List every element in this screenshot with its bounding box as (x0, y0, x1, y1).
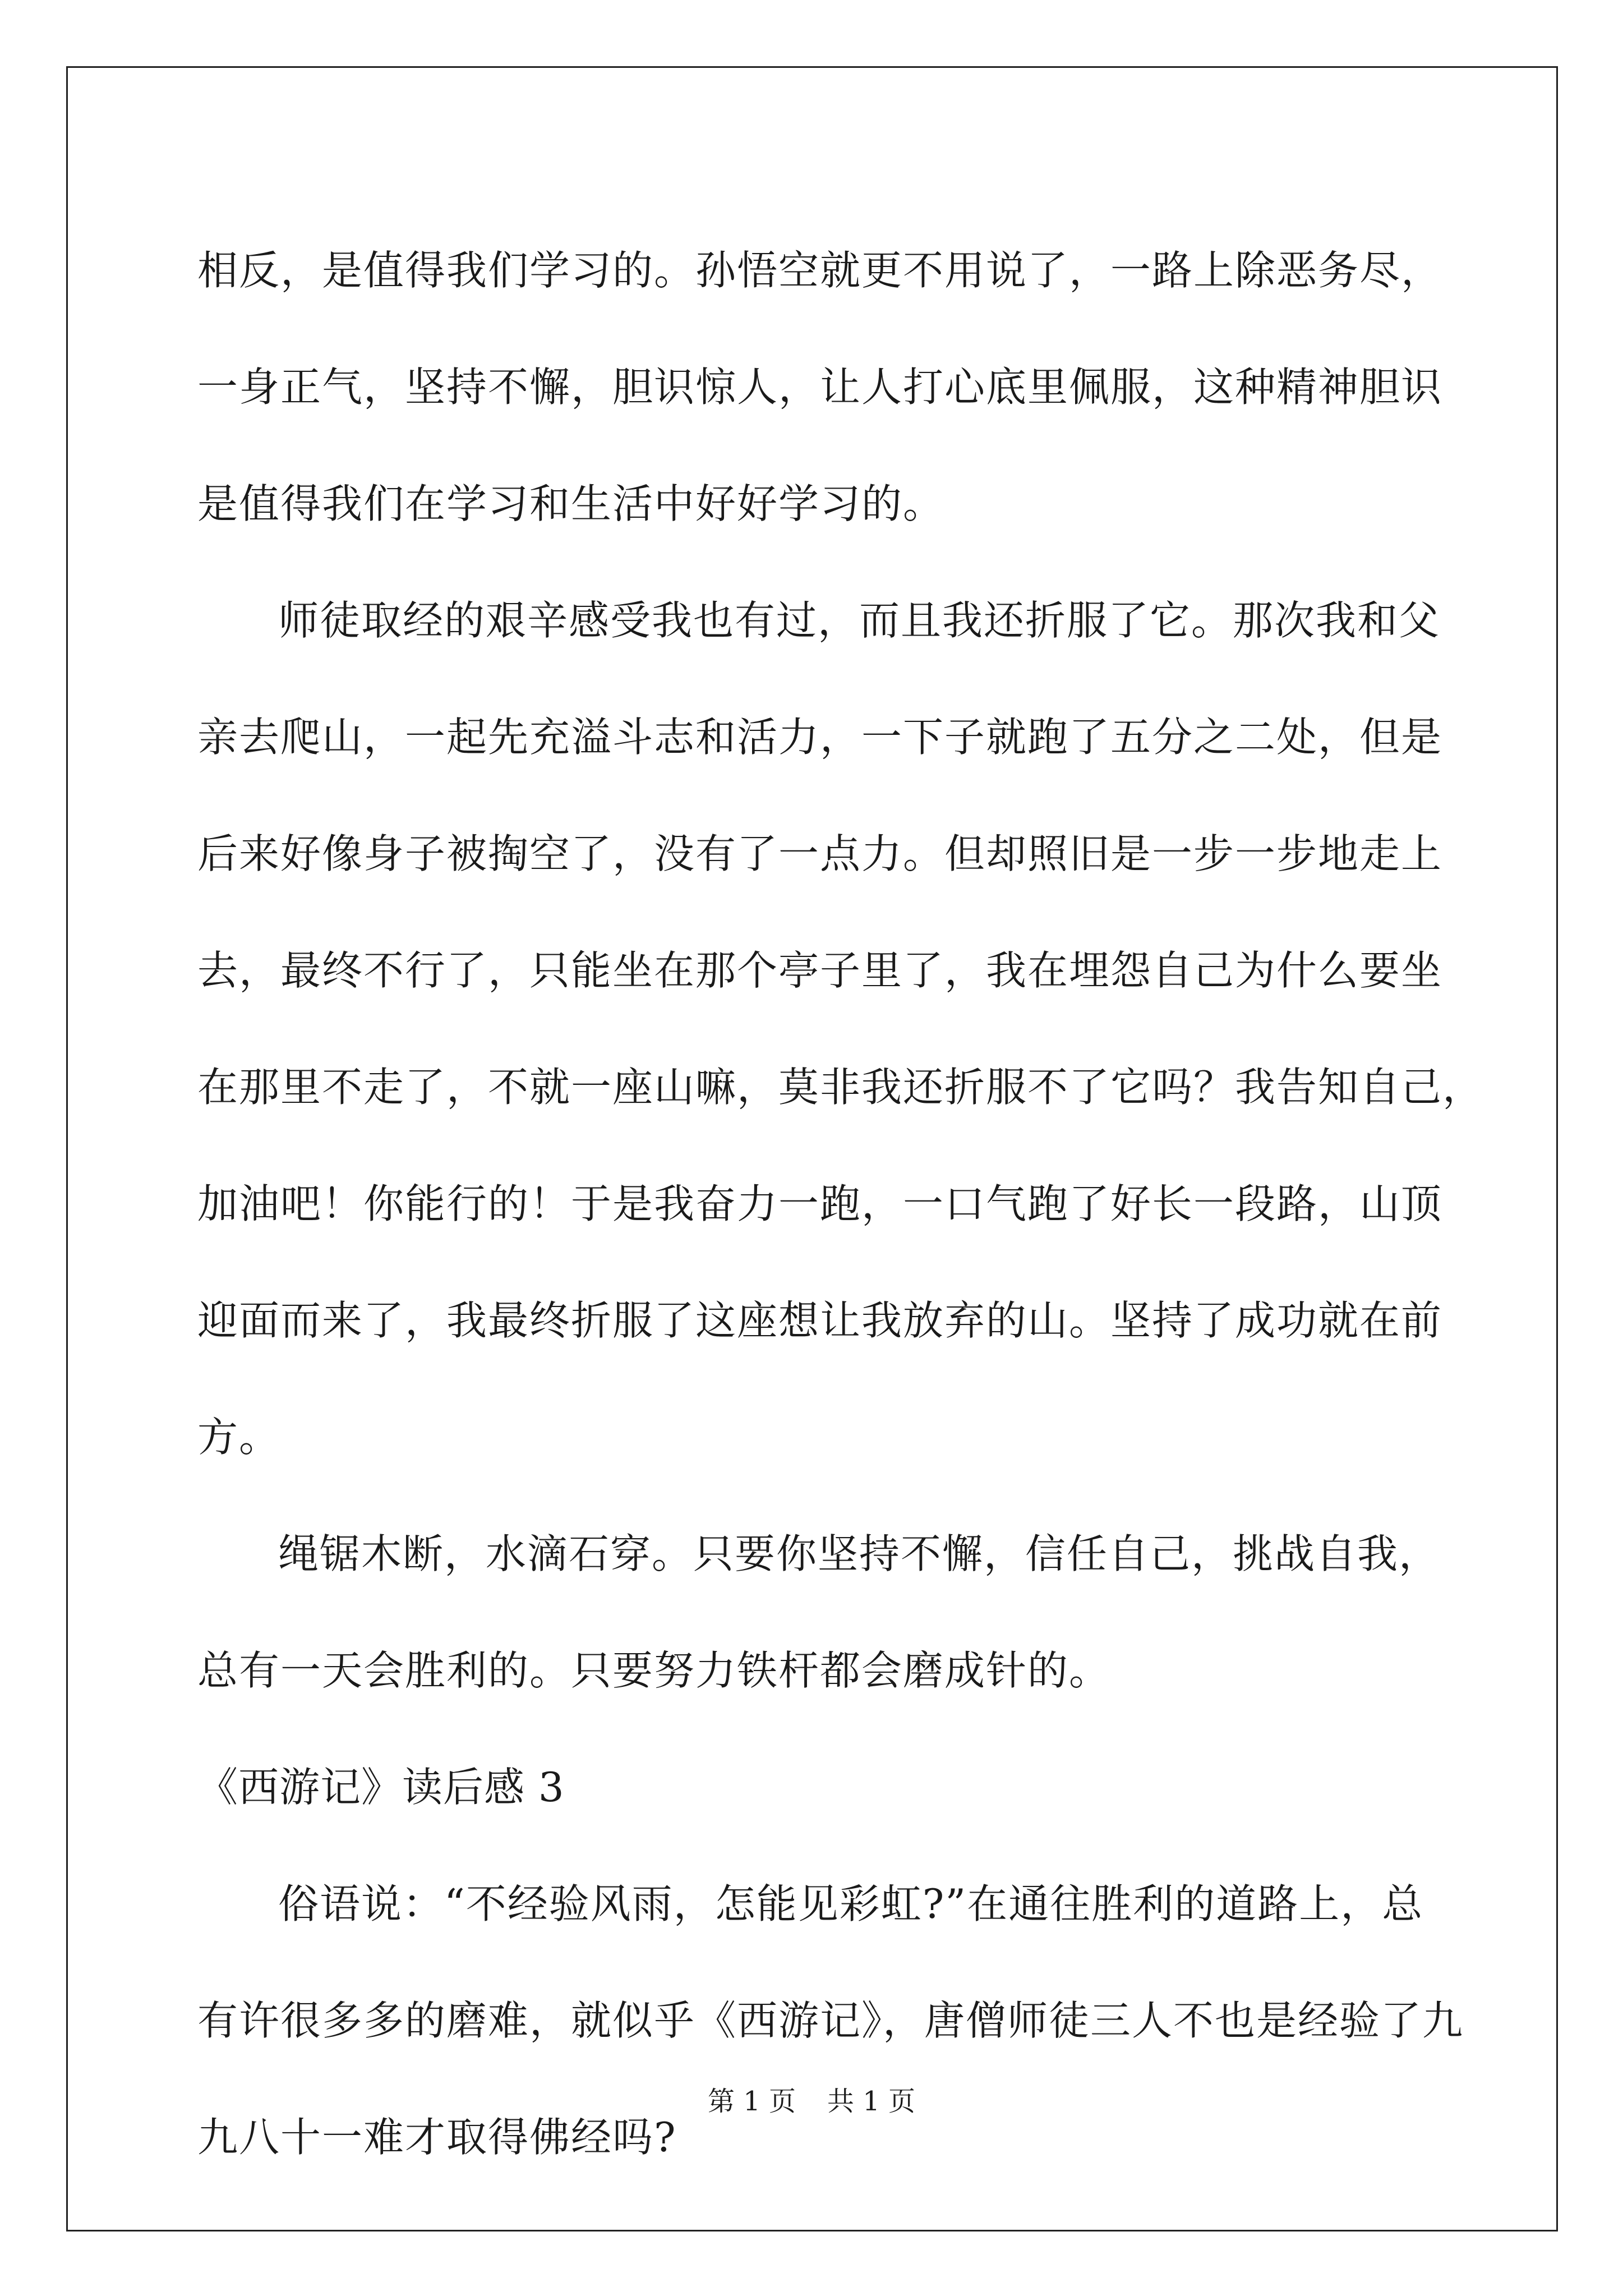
text-line: 去，最终不行了，只能坐在那个亭子里了，我在埋怨自己为什么要坐 (197, 947, 1443, 994)
text-line: 在那里不走了，不就一座山嘛，莫非我还折服不了它吗？我告知自己， (197, 1064, 1484, 1111)
text-line: 后来好像身子被掏空了，没有了一点力。但却照旧是一步一步地走上 (197, 830, 1443, 877)
text-line: 方。 (197, 1414, 281, 1461)
paragraph-start-line: 师徒取经的艰辛感受我也有过，而且我还折服了它。那次我和父 (278, 597, 1441, 644)
text-line: 有许很多多的磨难，就似乎《西游记》，唐僧师徒三人不也是经验了九 (197, 1997, 1464, 2044)
page-total: 共 1 页 (827, 2086, 916, 2117)
text-line: 加油吧！你能行的！于是我奋力一跑，一口气跑了好长一段路，山顶 (197, 1180, 1443, 1227)
page-number: 第 1 页 (707, 2086, 796, 2117)
document-body (197, 212, 1484, 2196)
paragraph-start-line: 俗语说：“不经验风雨，怎能见彩虹?”在通往胜利的道路上，总 (278, 1880, 1424, 1927)
page-footer (0, 2085, 1623, 2118)
text-line: 总有一天会胜利的。只要努力铁杆都会磨成针的。 (197, 1647, 1111, 1694)
text-line: 亲去爬山，一起先充溢斗志和活力，一下子就跑了五分之二处，但是 (197, 714, 1443, 761)
paragraph-start-line: 绳锯木断，水滴石穿。只要你坚持不懈，信任自己，挑战自我， (278, 1530, 1441, 1577)
text-line: 迎面而来了，我最终折服了这座想让我放弃的山。坚持了成功就在前 (197, 1297, 1443, 1344)
text-line: 是值得我们在学习和生活中好好学习的。 (197, 480, 945, 527)
text-line: 一身正气，坚持不懈，胆识惊人，让人打心底里佩服，这种精神胆识 (197, 364, 1443, 411)
text-line: 九八十一难才取得佛经吗? (197, 2114, 677, 2161)
section-heading: 《西游记》读后感 3 (197, 1764, 565, 1811)
text-line: 相反，是值得我们学习的。孙悟空就更不用说了，一路上除恶务尽， (197, 247, 1443, 294)
